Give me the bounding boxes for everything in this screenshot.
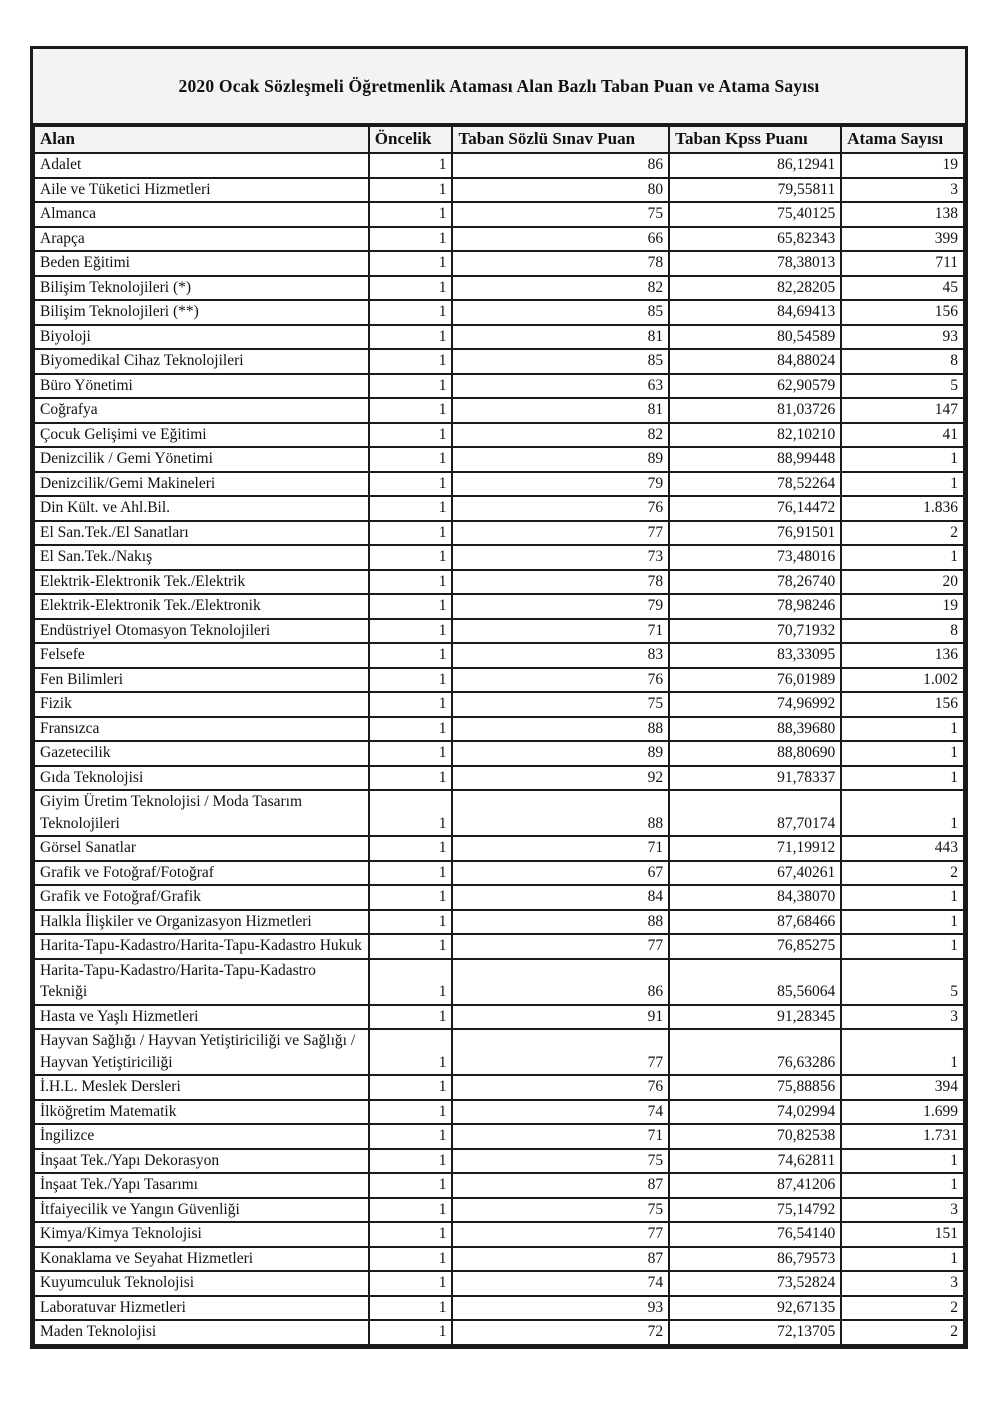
table-row — [34, 227, 964, 252]
cell-alan: Gıda Teknolojisi — [34, 766, 369, 791]
table-row — [34, 959, 964, 1005]
cell-taban-sozlu-sinav-puan: 78 — [452, 251, 669, 276]
cell-taban-sozlu-sinav-puan: 85 — [452, 349, 669, 374]
cell-alan: Hasta ve Yaşlı Hizmetleri — [34, 1005, 369, 1030]
cell-alan: Elektrik-Elektronik Tek./Elektrik — [34, 570, 369, 595]
cell-oncelik: 1 — [369, 202, 453, 227]
cell-atama-sayisi: 1 — [841, 1173, 964, 1198]
cell-oncelik: 1 — [369, 741, 453, 766]
cell-taban-sozlu-sinav-puan: 76 — [452, 668, 669, 693]
cell-alan: Biyoloji — [34, 325, 369, 350]
cell-taban-kpss-puani: 76,14472 — [669, 496, 841, 521]
table-row — [34, 861, 964, 886]
cell-atama-sayisi: 1 — [841, 934, 964, 959]
table-row — [34, 934, 964, 959]
cell-alan: Laboratuvar Hizmetleri — [34, 1296, 369, 1321]
table-row — [34, 1320, 964, 1345]
cell-alan: Coğrafya — [34, 398, 369, 423]
cell-atama-sayisi: 1 — [841, 1149, 964, 1174]
table-row — [34, 1271, 964, 1296]
cell-atama-sayisi: 151 — [841, 1222, 964, 1247]
cell-taban-sozlu-sinav-puan: 91 — [452, 1005, 669, 1030]
cell-taban-sozlu-sinav-puan: 75 — [452, 202, 669, 227]
cell-atama-sayisi: 711 — [841, 251, 964, 276]
cell-taban-sozlu-sinav-puan: 88 — [452, 790, 669, 836]
cell-oncelik: 1 — [369, 325, 453, 350]
cell-oncelik: 1 — [369, 766, 453, 791]
cell-alan: Hayvan Sağlığı / Hayvan Yetiştiriciliği ve Sağlığı / Hayvan Yetiştiriciliği — [34, 1029, 369, 1075]
table-row — [34, 1029, 964, 1075]
table-row — [34, 766, 964, 791]
cell-taban-kpss-puani: 87,68466 — [669, 910, 841, 935]
cell-taban-sozlu-sinav-puan: 76 — [452, 1075, 669, 1100]
table-row — [34, 619, 964, 644]
cell-taban-sozlu-sinav-puan: 71 — [452, 1124, 669, 1149]
cell-atama-sayisi: 1 — [841, 1247, 964, 1272]
document-title: 2020 Ocak Sözleşmeli Öğretmenlik Ataması Alan Bazlı Taban Puan ve Atama Sayısı — [33, 49, 965, 125]
cell-atama-sayisi: 8 — [841, 349, 964, 374]
cell-taban-sozlu-sinav-puan: 72 — [452, 1320, 669, 1345]
table-row — [34, 668, 964, 693]
cell-oncelik: 1 — [369, 472, 453, 497]
cell-oncelik: 1 — [369, 521, 453, 546]
cell-oncelik: 1 — [369, 570, 453, 595]
cell-taban-kpss-puani: 92,67135 — [669, 1296, 841, 1321]
column-header-alan: Alan — [34, 126, 369, 153]
table-row — [34, 1198, 964, 1223]
cell-alan: Fizik — [34, 692, 369, 717]
cell-taban-kpss-puani: 75,40125 — [669, 202, 841, 227]
cell-taban-kpss-puani: 83,33095 — [669, 643, 841, 668]
cell-oncelik: 1 — [369, 153, 453, 178]
cell-alan: Bilişim Teknolojileri (*) — [34, 276, 369, 301]
cell-alan: Adalet — [34, 153, 369, 178]
cell-taban-kpss-puani: 72,13705 — [669, 1320, 841, 1345]
cell-atama-sayisi: 41 — [841, 423, 964, 448]
cell-alan: Gazetecilik — [34, 741, 369, 766]
cell-oncelik: 1 — [369, 1124, 453, 1149]
cell-taban-kpss-puani: 74,96992 — [669, 692, 841, 717]
cell-oncelik: 1 — [369, 959, 453, 1005]
table-row — [34, 1005, 964, 1030]
column-header-atama-sayisi: Atama Sayısı — [841, 126, 964, 153]
cell-alan: Beden Eğitimi — [34, 251, 369, 276]
cell-oncelik: 1 — [369, 717, 453, 742]
cell-oncelik: 1 — [369, 836, 453, 861]
cell-taban-kpss-puani: 84,38070 — [669, 885, 841, 910]
cell-oncelik: 1 — [369, 545, 453, 570]
cell-atama-sayisi: 93 — [841, 325, 964, 350]
cell-alan: İ.H.L. Meslek Dersleri — [34, 1075, 369, 1100]
cell-taban-kpss-puani: 88,99448 — [669, 447, 841, 472]
cell-atama-sayisi: 1.002 — [841, 668, 964, 693]
cell-oncelik: 1 — [369, 1247, 453, 1272]
cell-taban-sozlu-sinav-puan: 85 — [452, 300, 669, 325]
cell-oncelik: 1 — [369, 496, 453, 521]
cell-alan: Büro Yönetimi — [34, 374, 369, 399]
cell-alan: Grafik ve Fotoğraf/Fotoğraf — [34, 861, 369, 886]
cell-taban-kpss-puani: 70,71932 — [669, 619, 841, 644]
cell-alan: Konaklama ve Seyahat Hizmetleri — [34, 1247, 369, 1272]
cell-taban-kpss-puani: 82,28205 — [669, 276, 841, 301]
cell-alan: Din Kült. ve Ahl.Bil. — [34, 496, 369, 521]
cell-taban-kpss-puani: 81,03726 — [669, 398, 841, 423]
cell-atama-sayisi: 19 — [841, 594, 964, 619]
cell-oncelik: 1 — [369, 1100, 453, 1125]
document-table-box — [30, 46, 968, 1349]
cell-oncelik: 1 — [369, 692, 453, 717]
cell-atama-sayisi: 2 — [841, 1320, 964, 1345]
cell-alan: Giyim Üretim Teknolojisi / Moda Tasarım Teknolojileri — [34, 790, 369, 836]
cell-alan: Endüstriyel Otomasyon Teknolojileri — [34, 619, 369, 644]
cell-taban-kpss-puani: 91,78337 — [669, 766, 841, 791]
cell-alan: Kuyumculuk Teknolojisi — [34, 1271, 369, 1296]
cell-taban-sozlu-sinav-puan: 83 — [452, 643, 669, 668]
table-row — [34, 545, 964, 570]
cell-taban-sozlu-sinav-puan: 75 — [452, 1198, 669, 1223]
cell-taban-kpss-puani: 88,80690 — [669, 741, 841, 766]
cell-taban-sozlu-sinav-puan: 87 — [452, 1247, 669, 1272]
cell-taban-sozlu-sinav-puan: 87 — [452, 1173, 669, 1198]
cell-taban-sozlu-sinav-puan: 74 — [452, 1100, 669, 1125]
cell-alan: Kimya/Kimya Teknolojisi — [34, 1222, 369, 1247]
cell-alan: Elektrik-Elektronik Tek./Elektronik — [34, 594, 369, 619]
table-row — [34, 692, 964, 717]
table-row — [34, 300, 964, 325]
cell-taban-kpss-puani: 84,88024 — [669, 349, 841, 374]
cell-alan: El San.Tek./El Sanatları — [34, 521, 369, 546]
table-row — [34, 1124, 964, 1149]
cell-alan: Harita-Tapu-Kadastro/Harita-Tapu-Kadastro Tekniği — [34, 959, 369, 1005]
cell-alan: İlköğretim Matematik — [34, 1100, 369, 1125]
cell-alan: Çocuk Gelişimi ve Eğitimi — [34, 423, 369, 448]
cell-alan: Biyomedikal Cihaz Teknolojileri — [34, 349, 369, 374]
cell-taban-kpss-puani: 79,55811 — [669, 178, 841, 203]
cell-taban-sozlu-sinav-puan: 75 — [452, 1149, 669, 1174]
cell-oncelik: 1 — [369, 885, 453, 910]
table-row — [34, 570, 964, 595]
cell-taban-sozlu-sinav-puan: 73 — [452, 545, 669, 570]
cell-taban-kpss-puani: 82,10210 — [669, 423, 841, 448]
cell-taban-sozlu-sinav-puan: 71 — [452, 619, 669, 644]
column-header-taban-kpss-puani: Taban Kpss Puanı — [669, 126, 841, 153]
cell-atama-sayisi: 1 — [841, 447, 964, 472]
cell-oncelik: 1 — [369, 1320, 453, 1345]
table-row — [34, 1247, 964, 1272]
cell-atama-sayisi: 147 — [841, 398, 964, 423]
cell-atama-sayisi: 1 — [841, 545, 964, 570]
cell-taban-sozlu-sinav-puan: 81 — [452, 325, 669, 350]
table-row — [34, 836, 964, 861]
cell-oncelik: 1 — [369, 276, 453, 301]
cell-atama-sayisi: 136 — [841, 643, 964, 668]
cell-alan: Maden Teknolojisi — [34, 1320, 369, 1345]
cell-taban-sozlu-sinav-puan: 82 — [452, 276, 669, 301]
cell-oncelik: 1 — [369, 374, 453, 399]
cell-alan: Grafik ve Fotoğraf/Grafik — [34, 885, 369, 910]
cell-oncelik: 1 — [369, 1222, 453, 1247]
table-row — [34, 594, 964, 619]
cell-taban-sozlu-sinav-puan: 66 — [452, 227, 669, 252]
cell-alan: İnşaat Tek./Yapı Dekorasyon — [34, 1149, 369, 1174]
table-row — [34, 717, 964, 742]
cell-taban-kpss-puani: 84,69413 — [669, 300, 841, 325]
table-row — [34, 1100, 964, 1125]
cell-taban-sozlu-sinav-puan: 81 — [452, 398, 669, 423]
cell-taban-sozlu-sinav-puan: 77 — [452, 1029, 669, 1075]
cell-atama-sayisi: 156 — [841, 300, 964, 325]
table-row — [34, 1149, 964, 1174]
cell-alan: El San.Tek./Nakış — [34, 545, 369, 570]
table-row — [34, 447, 964, 472]
cell-oncelik: 1 — [369, 790, 453, 836]
cell-taban-sozlu-sinav-puan: 77 — [452, 521, 669, 546]
cell-taban-sozlu-sinav-puan: 77 — [452, 1222, 669, 1247]
cell-alan: Fen Bilimleri — [34, 668, 369, 693]
cell-atama-sayisi: 399 — [841, 227, 964, 252]
cell-alan: Görsel Sanatlar — [34, 836, 369, 861]
cell-atama-sayisi: 8 — [841, 619, 964, 644]
cell-taban-kpss-puani: 75,88856 — [669, 1075, 841, 1100]
cell-alan: Almanca — [34, 202, 369, 227]
cell-alan: Harita-Tapu-Kadastro/Harita-Tapu-Kadastro Hukuk — [34, 934, 369, 959]
table-row — [34, 325, 964, 350]
cell-atama-sayisi: 1 — [841, 472, 964, 497]
table-row — [34, 741, 964, 766]
cell-oncelik: 1 — [369, 1029, 453, 1075]
cell-taban-kpss-puani: 65,82343 — [669, 227, 841, 252]
cell-atama-sayisi: 1.836 — [841, 496, 964, 521]
cell-taban-kpss-puani: 78,52264 — [669, 472, 841, 497]
cell-taban-kpss-puani: 73,52824 — [669, 1271, 841, 1296]
cell-taban-sozlu-sinav-puan: 88 — [452, 910, 669, 935]
table-row — [34, 349, 964, 374]
cell-atama-sayisi: 3 — [841, 1198, 964, 1223]
cell-alan: İnşaat Tek./Yapı Tasarımı — [34, 1173, 369, 1198]
cell-oncelik: 1 — [369, 1005, 453, 1030]
cell-alan: Felsefe — [34, 643, 369, 668]
cell-oncelik: 1 — [369, 1271, 453, 1296]
table-row — [34, 521, 964, 546]
table-row — [34, 251, 964, 276]
table-row — [34, 398, 964, 423]
cell-oncelik: 1 — [369, 227, 453, 252]
cell-taban-sozlu-sinav-puan: 80 — [452, 178, 669, 203]
cell-taban-sozlu-sinav-puan: 74 — [452, 1271, 669, 1296]
cell-alan: İngilizce — [34, 1124, 369, 1149]
cell-taban-sozlu-sinav-puan: 93 — [452, 1296, 669, 1321]
cell-alan: Fransızca — [34, 717, 369, 742]
cell-taban-kpss-puani: 71,19912 — [669, 836, 841, 861]
cell-taban-kpss-puani: 87,70174 — [669, 790, 841, 836]
cell-taban-sozlu-sinav-puan: 67 — [452, 861, 669, 886]
table-row — [34, 643, 964, 668]
cell-oncelik: 1 — [369, 423, 453, 448]
cell-taban-kpss-puani: 73,48016 — [669, 545, 841, 570]
cell-taban-kpss-puani: 91,28345 — [669, 1005, 841, 1030]
cell-taban-sozlu-sinav-puan: 86 — [452, 959, 669, 1005]
cell-taban-kpss-puani: 76,63286 — [669, 1029, 841, 1075]
cell-taban-sozlu-sinav-puan: 79 — [452, 594, 669, 619]
table-row — [34, 1075, 964, 1100]
cell-atama-sayisi: 5 — [841, 959, 964, 1005]
cell-taban-kpss-puani: 85,56064 — [669, 959, 841, 1005]
cell-taban-kpss-puani: 62,90579 — [669, 374, 841, 399]
cell-taban-kpss-puani: 74,62811 — [669, 1149, 841, 1174]
table-row — [34, 423, 964, 448]
cell-alan: Halkla İlişkiler ve Organizasyon Hizmetleri — [34, 910, 369, 935]
cell-oncelik: 1 — [369, 643, 453, 668]
cell-oncelik: 1 — [369, 178, 453, 203]
cell-taban-sozlu-sinav-puan: 82 — [452, 423, 669, 448]
cell-taban-sozlu-sinav-puan: 88 — [452, 717, 669, 742]
cell-taban-kpss-puani: 75,14792 — [669, 1198, 841, 1223]
cell-atama-sayisi: 20 — [841, 570, 964, 595]
cell-atama-sayisi: 1.699 — [841, 1100, 964, 1125]
table-header-row — [34, 126, 964, 153]
cell-oncelik: 1 — [369, 349, 453, 374]
cell-atama-sayisi: 45 — [841, 276, 964, 301]
cell-atama-sayisi: 2 — [841, 861, 964, 886]
cell-alan: İtfaiyecilik ve Yangın Güvenliği — [34, 1198, 369, 1223]
column-header-taban-sozlu-sinav-puan: Taban Sözlü Sınav Puan — [452, 126, 669, 153]
cell-taban-sozlu-sinav-puan: 71 — [452, 836, 669, 861]
table-row — [34, 1296, 964, 1321]
cell-taban-kpss-puani: 70,82538 — [669, 1124, 841, 1149]
cell-atama-sayisi: 3 — [841, 178, 964, 203]
cell-taban-kpss-puani: 74,02994 — [669, 1100, 841, 1125]
cell-taban-sozlu-sinav-puan: 84 — [452, 885, 669, 910]
cell-alan: Denizcilik / Gemi Yönetimi — [34, 447, 369, 472]
cell-atama-sayisi: 19 — [841, 153, 964, 178]
table-row — [34, 910, 964, 935]
cell-oncelik: 1 — [369, 619, 453, 644]
cell-taban-kpss-puani: 78,26740 — [669, 570, 841, 595]
cell-taban-sozlu-sinav-puan: 86 — [452, 153, 669, 178]
cell-taban-sozlu-sinav-puan: 89 — [452, 741, 669, 766]
cell-taban-sozlu-sinav-puan: 79 — [452, 472, 669, 497]
cell-atama-sayisi: 2 — [841, 1296, 964, 1321]
cell-atama-sayisi: 2 — [841, 521, 964, 546]
table-row — [34, 885, 964, 910]
cell-oncelik: 1 — [369, 300, 453, 325]
cell-taban-kpss-puani: 78,38013 — [669, 251, 841, 276]
cell-taban-kpss-puani: 80,54589 — [669, 325, 841, 350]
cell-atama-sayisi: 1 — [841, 1029, 964, 1075]
cell-alan: Bilişim Teknolojileri (**) — [34, 300, 369, 325]
cell-taban-sozlu-sinav-puan: 89 — [452, 447, 669, 472]
cell-alan: Arapça — [34, 227, 369, 252]
cell-taban-sozlu-sinav-puan: 77 — [452, 934, 669, 959]
cell-taban-kpss-puani: 86,79573 — [669, 1247, 841, 1272]
cell-atama-sayisi: 1 — [841, 741, 964, 766]
cell-oncelik: 1 — [369, 1198, 453, 1223]
table-row — [34, 496, 964, 521]
cell-taban-sozlu-sinav-puan: 75 — [452, 692, 669, 717]
cell-oncelik: 1 — [369, 1149, 453, 1174]
cell-atama-sayisi: 5 — [841, 374, 964, 399]
cell-taban-kpss-puani: 78,98246 — [669, 594, 841, 619]
cell-alan: Aile ve Tüketici Hizmetleri — [34, 178, 369, 203]
cell-taban-kpss-puani: 76,01989 — [669, 668, 841, 693]
cell-atama-sayisi: 1 — [841, 766, 964, 791]
cell-oncelik: 1 — [369, 594, 453, 619]
cell-atama-sayisi: 3 — [841, 1005, 964, 1030]
cell-taban-sozlu-sinav-puan: 78 — [452, 570, 669, 595]
cell-taban-kpss-puani: 76,85275 — [669, 934, 841, 959]
column-header-oncelik: Öncelik — [369, 126, 453, 153]
table-row — [34, 153, 964, 178]
table-row — [34, 790, 964, 836]
cell-atama-sayisi: 1 — [841, 885, 964, 910]
cell-oncelik: 1 — [369, 861, 453, 886]
assignments-table — [33, 125, 965, 1346]
cell-atama-sayisi: 443 — [841, 836, 964, 861]
cell-oncelik: 1 — [369, 934, 453, 959]
cell-atama-sayisi: 138 — [841, 202, 964, 227]
table-row — [34, 276, 964, 301]
table-row — [34, 202, 964, 227]
cell-taban-kpss-puani: 88,39680 — [669, 717, 841, 742]
cell-atama-sayisi: 1 — [841, 910, 964, 935]
cell-taban-kpss-puani: 87,41206 — [669, 1173, 841, 1198]
cell-oncelik: 1 — [369, 1296, 453, 1321]
table-row — [34, 1222, 964, 1247]
cell-taban-kpss-puani: 76,91501 — [669, 521, 841, 546]
cell-taban-sozlu-sinav-puan: 76 — [452, 496, 669, 521]
table-row — [34, 472, 964, 497]
cell-oncelik: 1 — [369, 668, 453, 693]
cell-oncelik: 1 — [369, 447, 453, 472]
cell-atama-sayisi: 1 — [841, 790, 964, 836]
cell-taban-sozlu-sinav-puan: 92 — [452, 766, 669, 791]
cell-atama-sayisi: 3 — [841, 1271, 964, 1296]
cell-oncelik: 1 — [369, 398, 453, 423]
cell-atama-sayisi: 1 — [841, 717, 964, 742]
cell-oncelik: 1 — [369, 1075, 453, 1100]
cell-alan: Denizcilik/Gemi Makineleri — [34, 472, 369, 497]
cell-taban-kpss-puani: 76,54140 — [669, 1222, 841, 1247]
cell-oncelik: 1 — [369, 1173, 453, 1198]
table-row — [34, 178, 964, 203]
cell-atama-sayisi: 1.731 — [841, 1124, 964, 1149]
cell-taban-kpss-puani: 86,12941 — [669, 153, 841, 178]
cell-oncelik: 1 — [369, 910, 453, 935]
table-row — [34, 1173, 964, 1198]
cell-oncelik: 1 — [369, 251, 453, 276]
cell-taban-kpss-puani: 67,40261 — [669, 861, 841, 886]
cell-atama-sayisi: 156 — [841, 692, 964, 717]
cell-atama-sayisi: 394 — [841, 1075, 964, 1100]
cell-taban-sozlu-sinav-puan: 63 — [452, 374, 669, 399]
table-row — [34, 374, 964, 399]
table-body — [34, 153, 964, 1345]
